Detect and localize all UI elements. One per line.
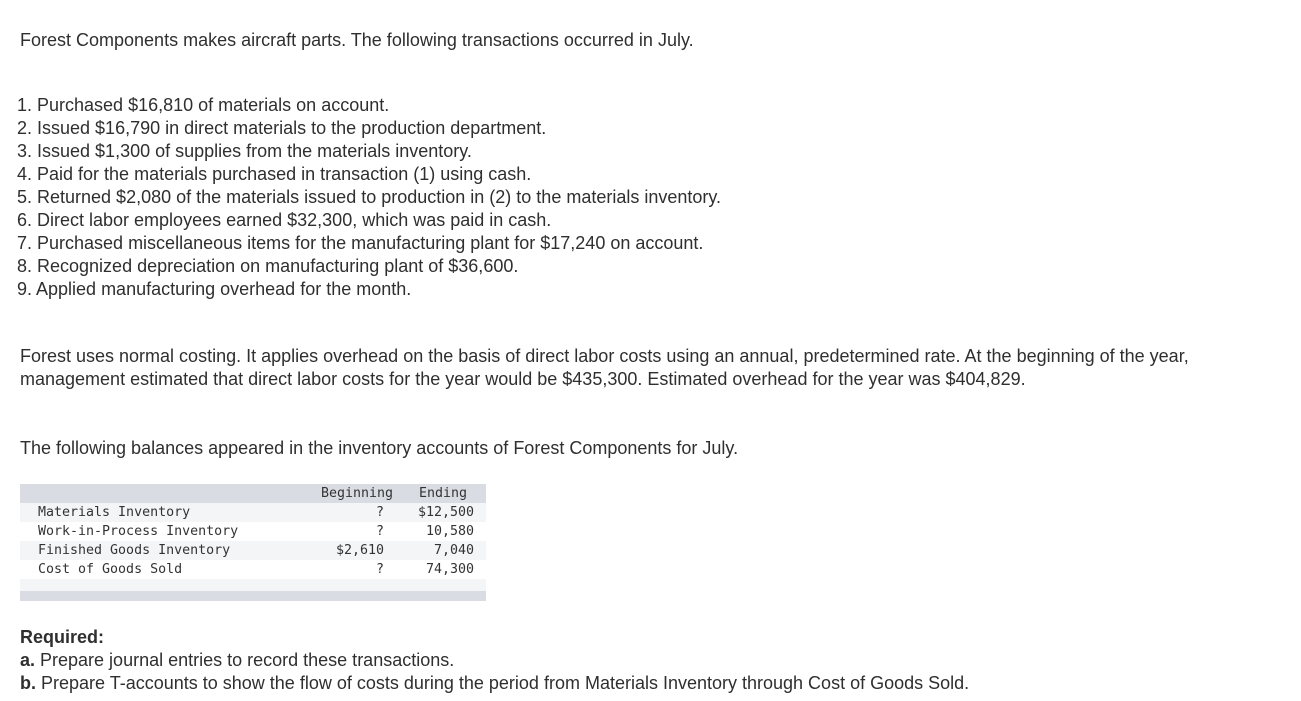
balances-table — [20, 484, 486, 601]
header-ending: Ending — [419, 486, 468, 501]
account-name: Finished Goods Inventory — [38, 543, 231, 558]
beginning-value: ? — [375, 562, 384, 577]
intro-text: Forest Components makes aircraft parts. The following transactions occurred in July. — [20, 30, 694, 50]
required-item-b — [20, 672, 969, 695]
ending-value: 10,580 — [425, 524, 474, 539]
header-beginning: Beginning — [321, 486, 394, 501]
account-name: Work-in-Process Inventory — [38, 524, 239, 539]
ending-value: $12,500 — [417, 505, 474, 520]
table-row — [20, 541, 486, 560]
transaction-item: 9. Applied manufacturing overhead for the month. — [17, 279, 412, 299]
transaction-item: 7. Purchased miscellaneous items for the manufacturing plant for $17,240 on account. — [17, 233, 704, 253]
transaction-item: 6. Direct labor employees earned $32,300, which was paid in cash. — [17, 210, 552, 230]
required-letter-a: a. — [20, 650, 36, 670]
beginning-value: $2,610 — [335, 543, 384, 558]
transaction-item: 8. Recognized depreciation on manufacturing plant of $36,600. — [17, 256, 519, 276]
transaction-item: 4. Paid for the materials purchased in transaction (1) using cash. — [17, 164, 532, 184]
costing-paragraph: Forest uses normal costing. It applies overhead on the basis of direct labor costs using an annual, predetermined rate. At the beginning of the year, management estimated that direct labor costs for the year would be $435,300. Estimated overhead for the year was $404,829. — [20, 346, 1189, 389]
transaction-item: 2. Issued $16,790 in direct materials to the production department. — [17, 118, 547, 138]
balances-table-footer — [20, 591, 486, 601]
transactions-list — [17, 94, 721, 301]
balances-table-header — [20, 484, 486, 503]
required-item-a — [20, 649, 969, 672]
transaction-item: 5. Returned $2,080 of the materials issued to production in (2) to the materials inventory. — [17, 187, 722, 207]
table-row — [20, 522, 486, 541]
transaction-item: 3. Issued $1,300 of supplies from the materials inventory. — [17, 141, 472, 161]
account-name: Materials Inventory — [38, 505, 191, 520]
required-letter-b: b. — [20, 673, 36, 693]
required-text-b: Prepare T-accounts to show the flow of costs during the period from Materials Inventory through Cost of Goods Sold. — [36, 673, 970, 693]
required-section — [20, 626, 969, 695]
required-title: Required: — [20, 627, 105, 647]
required-text-a: Prepare journal entries to record these transactions. — [35, 650, 455, 670]
balances-intro-text: The following balances appeared in the inventory accounts of Forest Components for July. — [20, 438, 739, 458]
account-name: Cost of Goods Sold — [38, 562, 183, 577]
transaction-item: 1. Purchased $16,810 of materials on account. — [17, 95, 390, 115]
beginning-value: ? — [375, 524, 384, 539]
beginning-value: ? — [375, 505, 384, 520]
ending-value: 7,040 — [433, 543, 474, 558]
ending-value: 74,300 — [425, 562, 474, 577]
table-row — [20, 503, 486, 522]
table-row — [20, 560, 486, 579]
